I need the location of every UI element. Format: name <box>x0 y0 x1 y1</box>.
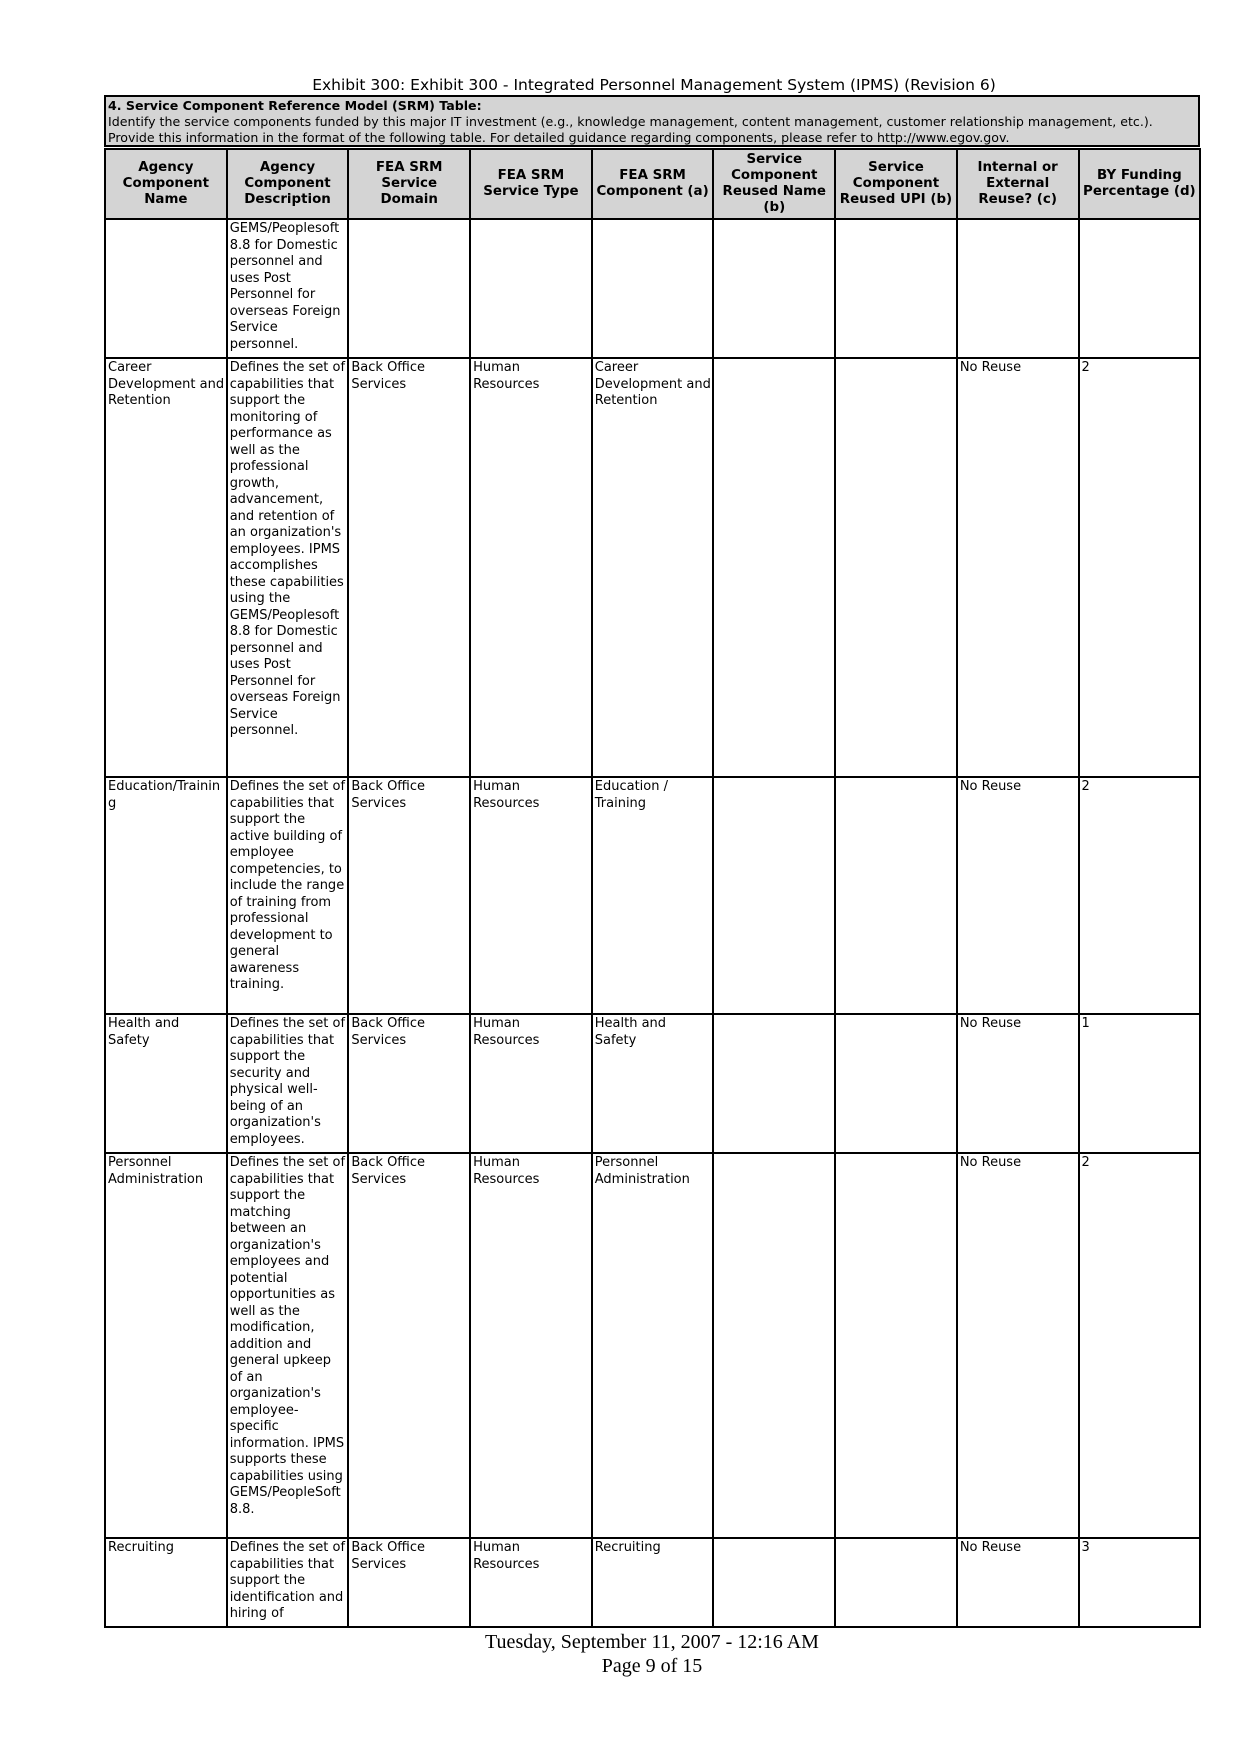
cell-service-type: Human Resources <box>470 1014 592 1153</box>
cell-service-domain: Back Office Services <box>348 1153 470 1538</box>
cell-service-domain: Back Office Services <box>348 777 470 1014</box>
header-fea-srm-component: FEA SRM Component (a) <box>592 149 714 219</box>
footer-timestamp: Tuesday, September 11, 2007 - 12:16 AM <box>485 1631 819 1653</box>
cell-reused-upi <box>835 777 957 1014</box>
srm-section-header <box>104 95 1200 147</box>
header-internal-external-reuse: Internal or External Reuse? (c) <box>957 149 1079 219</box>
cell-component-name: Health and Safety <box>105 1014 227 1153</box>
table-row <box>105 1538 1200 1627</box>
cell-funding: 1 <box>1079 1014 1201 1153</box>
cell-component-description: Defines the set of capabilities that support the active building of employee competencies, to include the range of training from professional development to general awareness training. <box>227 777 349 1014</box>
cell-component-description: Defines the set of capabilities that support the matching between an organization's employees and potential opportunities as well as the modification, addition and general upkeep of an organization's employee-specific information. IPMS supports these capabilities using GEMS/PeopleSoft 8.8. <box>227 1153 349 1538</box>
cell-component-name <box>105 219 227 358</box>
header-fea-srm-service-type: FEA SRM Service Type <box>470 149 592 219</box>
cell-service-type: Human Resources <box>470 358 592 777</box>
cell-component-description: Defines the set of capabilities that support the security and physical well-being of an organization's employees. <box>227 1014 349 1153</box>
table-header-row <box>105 149 1200 219</box>
cell-reused-name <box>713 777 835 1014</box>
cell-funding <box>1079 219 1201 358</box>
cell-reuse <box>957 219 1079 358</box>
cell-reuse: No Reuse <box>957 1538 1079 1627</box>
cell-component-description: GEMS/Peoplesoft 8.8 for Domestic personnel and uses Post Personnel for overseas Foreign Service personnel. <box>227 219 349 358</box>
cell-component-description: Defines the set of capabilities that support the identification and hiring of <box>227 1538 349 1627</box>
cell-srm-component: Career Development and Retention <box>592 358 714 777</box>
cell-service-type: Human Resources <box>470 1538 592 1627</box>
header-agency-component-name: Agency Component Name <box>105 149 227 219</box>
cell-component-name: Personnel Administration <box>105 1153 227 1538</box>
cell-reused-upi <box>835 1538 957 1627</box>
page-footer <box>104 1630 1200 1678</box>
cell-reused-name <box>713 1014 835 1153</box>
cell-reused-name <box>713 219 835 358</box>
header-by-funding-percentage: BY Funding Percentage (d) <box>1079 149 1201 219</box>
table-row <box>105 1014 1200 1153</box>
section-instructions: Identify the service components funded by this major IT investment (e.g., knowledge management, content management, customer relationship management, etc.). Provide this information in the format of the following table. For detailed guidance regarding components, please refer to http://www.egov.gov. <box>108 114 1153 145</box>
cell-srm-component: Health and Safety <box>592 1014 714 1153</box>
cell-reuse: No Reuse <box>957 1014 1079 1153</box>
cell-service-type: Human Resources <box>470 1153 592 1538</box>
cell-reuse: No Reuse <box>957 358 1079 777</box>
cell-funding: 3 <box>1079 1538 1201 1627</box>
cell-reused-name <box>713 1153 835 1538</box>
table-row <box>105 777 1200 1014</box>
cell-component-description: Defines the set of capabilities that support the monitoring of performance as well as the professional growth, advancement, and retention of an organization's employees. IPMS accomplishes these capabilities using the GEMS/Peoplesoft 8.8 for Domestic personnel and uses Post Personnel for overseas Foreign Service personnel. <box>227 358 349 777</box>
cell-funding: 2 <box>1079 1153 1201 1538</box>
cell-reused-upi <box>835 1014 957 1153</box>
cell-srm-component: Recruiting <box>592 1538 714 1627</box>
header-reused-upi: Service Component Reused UPI (b) <box>835 149 957 219</box>
header-agency-component-description: Agency Component Description <box>227 149 349 219</box>
cell-reused-upi <box>835 219 957 358</box>
cell-srm-component: Education / Training <box>592 777 714 1014</box>
header-reused-name: Service Component Reused Name (b) <box>713 149 835 219</box>
cell-reuse: No Reuse <box>957 1153 1079 1538</box>
cell-service-domain: Back Office Services <box>348 358 470 777</box>
cell-reused-name <box>713 1538 835 1627</box>
header-fea-srm-service-domain: FEA SRM Service Domain <box>348 149 470 219</box>
cell-service-domain <box>348 219 470 358</box>
cell-reuse: No Reuse <box>957 777 1079 1014</box>
cell-component-name: Career Development and Retention <box>105 358 227 777</box>
cell-srm-component: Personnel Administration <box>592 1153 714 1538</box>
section-title: 4. Service Component Reference Model (SRM) Table: <box>108 98 482 113</box>
cell-service-domain: Back Office Services <box>348 1538 470 1627</box>
table-row <box>105 358 1200 777</box>
page-title: Exhibit 300: Exhibit 300 - Integrated Personnel Management System (IPMS) (Revision 6) <box>312 76 996 94</box>
cell-reused-name <box>713 358 835 777</box>
cell-component-name: Recruiting <box>105 1538 227 1627</box>
footer-page-number: Page 9 of 15 <box>601 1655 703 1677</box>
cell-service-type: Human Resources <box>470 777 592 1014</box>
cell-component-name: Education/Training <box>105 777 227 1014</box>
cell-service-type <box>470 219 592 358</box>
cell-reused-upi <box>835 358 957 777</box>
cell-funding: 2 <box>1079 358 1201 777</box>
table-row <box>105 1153 1200 1538</box>
cell-service-domain: Back Office Services <box>348 1014 470 1153</box>
cell-reused-upi <box>835 1153 957 1538</box>
cell-srm-component <box>592 219 714 358</box>
table-row <box>105 219 1200 358</box>
cell-funding: 2 <box>1079 777 1201 1014</box>
srm-table <box>104 148 1201 1628</box>
